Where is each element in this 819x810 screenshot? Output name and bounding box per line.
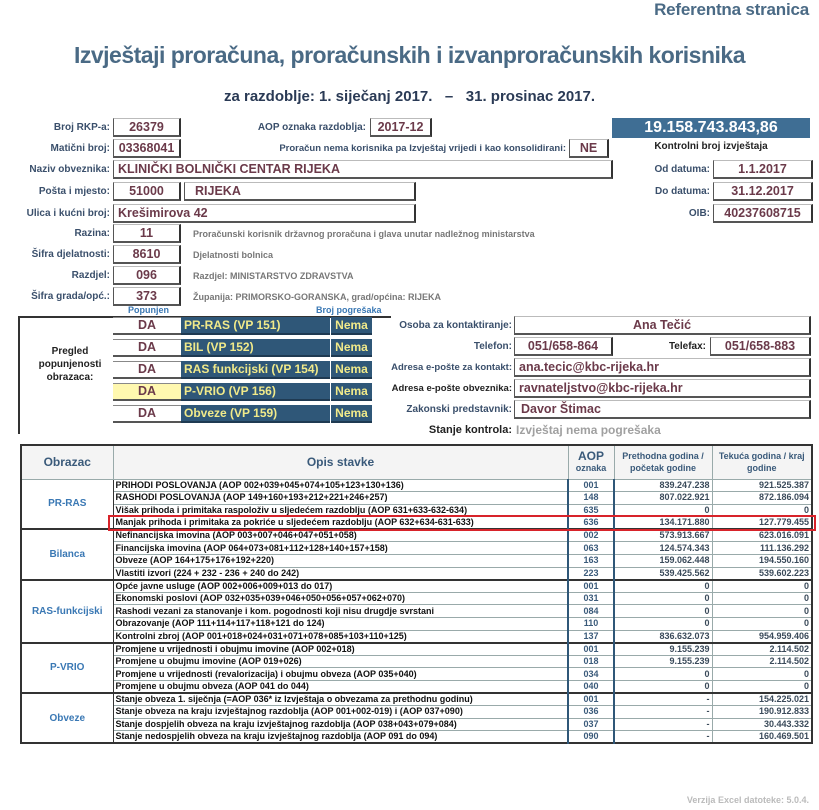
- row-curr-value: 0: [712, 580, 812, 593]
- table-row: [21, 718, 812, 731]
- email-obveznik-label: Adresa e-pošte obveznika:: [391, 383, 512, 394]
- header-aop: [568, 445, 614, 479]
- row-aop-code: 031: [568, 592, 614, 605]
- telefon-field[interactable]: 051/658-864: [514, 337, 613, 356]
- row-aop-code: 163: [568, 555, 614, 568]
- header-aop-sub: oznaka: [575, 463, 607, 474]
- row-prev-value: 9.155.239: [614, 655, 712, 668]
- row-aop-code: 002: [568, 529, 614, 542]
- row-description: Promjene u obujmu imovine (AOP 019+026): [113, 655, 568, 668]
- row-curr-value: 0: [712, 618, 812, 631]
- od-datuma-field[interactable]: 1.1.2017: [713, 160, 813, 179]
- table-row: [21, 681, 812, 694]
- row-description: Stanje obveza 1. siječnja (=AOP 036* iz Izvještaja o obvezama za prethodnu godinu): [113, 693, 568, 706]
- group-name: P-VRIO: [21, 643, 113, 693]
- konsolidirani-label: Proračun nema korisnika pa Izvještaj vrijedi i kao konsolidirani:: [279, 143, 566, 154]
- konsolidirani-field[interactable]: NE: [569, 139, 609, 158]
- naziv-field[interactable]: KLINIČKI BOLNIČKI CENTAR RIJEKA: [113, 160, 613, 179]
- razdjel-field[interactable]: 096: [113, 266, 181, 285]
- row-curr-value: 30.443.332: [712, 718, 812, 731]
- row-prev-value: 839.247.238: [614, 479, 712, 492]
- row-aop-code: 090: [568, 731, 614, 744]
- row-description: Promjene u vrijednosti (revalorizacija) i obujmu obveza (AOP 035+040): [113, 668, 568, 681]
- row-curr-value: 0: [712, 681, 812, 694]
- row-description: Stanje dospjelih obveza na kraju izvještajnog razdoblja (AOP 038+043+079+084): [113, 718, 568, 731]
- posta-label: Pošta i mjesto:: [38, 186, 110, 197]
- row-curr-value: 921.525.387: [712, 479, 812, 492]
- osoba-label: Osoba za kontaktiranje:: [399, 320, 512, 331]
- row-prev-value: -: [614, 718, 712, 731]
- ulica-label: Ulica i kućni broj:: [26, 208, 110, 219]
- djelatnost-description: Djelatnosti bolnica: [193, 250, 274, 260]
- row-aop-code: 001: [568, 580, 614, 593]
- row-aop-code: 034: [568, 668, 614, 681]
- row-description: Promjene u vrijednosti i obujmu imovine (AOP 002+018): [113, 643, 568, 656]
- row-aop-code: 636: [568, 517, 614, 530]
- row-aop-code: 223: [568, 567, 614, 580]
- posta-field[interactable]: 51000: [113, 182, 181, 201]
- row-description: Rashodi vezani za stanovanje i kom. pogodnosti koji nisu drugdje svrstani: [113, 605, 568, 618]
- form-name[interactable]: P-VRIO (VP 156): [181, 383, 330, 401]
- group-name: RAS-funkcijski: [21, 580, 113, 643]
- row-curr-value: 0: [712, 504, 812, 517]
- table-row: [21, 504, 812, 517]
- aop-period-label: AOP oznaka razdoblja:: [257, 122, 366, 133]
- form-error-count: Nema: [331, 317, 372, 335]
- row-curr-value: 0: [712, 592, 812, 605]
- header-prev-year: Prethodna godina / početak godine: [614, 445, 712, 479]
- table-row: [21, 479, 812, 492]
- row-curr-value: 154.225.021: [712, 693, 812, 706]
- report-period: za razdoblje: 1. siječanj 2017. – 31. prosinac 2017.: [223, 88, 596, 105]
- email-kontakt-label: Adresa e-pošte za kontakt:: [391, 362, 512, 373]
- errors-column-header: Broj pogrešaka: [316, 305, 382, 315]
- razdjel-description: Razdjel: MINISTARSTVO ZDRAVSTVA: [193, 271, 354, 281]
- table-row: [21, 693, 812, 706]
- form-filled-status: DA: [113, 405, 181, 423]
- mjesto-field[interactable]: RIJEKA: [184, 182, 416, 201]
- row-aop-code: 040: [568, 681, 614, 694]
- row-aop-code: 137: [568, 630, 614, 643]
- form-name[interactable]: BIL (VP 152): [181, 339, 330, 357]
- telefax-label: Telefax:: [668, 341, 706, 352]
- header-aop-title: AOP: [577, 449, 604, 464]
- row-curr-value: 872.186.094: [712, 492, 812, 505]
- table-row: [21, 618, 812, 631]
- row-curr-value: 127.779.455: [712, 517, 812, 530]
- table-row: [21, 630, 812, 643]
- oib-label: OIB:: [688, 208, 710, 219]
- row-description: Financijska imovina (AOP 064+073+081+112+128+140+157+158): [113, 542, 568, 555]
- row-prev-value: -: [614, 706, 712, 719]
- form-error-count: Nema: [331, 405, 372, 423]
- excel-version: Verzija Excel datoteke: 5.0.4.: [686, 795, 809, 805]
- row-prev-value: 573.913.667: [614, 529, 712, 542]
- table-row: [21, 605, 812, 618]
- oib-field[interactable]: 40237608715: [713, 204, 813, 223]
- row-prev-value: -: [614, 731, 712, 744]
- do-datuma-field[interactable]: 31.12.2017: [713, 182, 813, 201]
- row-curr-value: 539.602.223: [712, 567, 812, 580]
- row-aop-code: 110: [568, 618, 614, 631]
- row-description: RASHODI POSLOVANJA (AOP 149+160+193+212+221+246+257): [113, 492, 568, 505]
- djelatnost-field[interactable]: 8610: [113, 245, 181, 264]
- grad-description: Županija: PRIMORSKO-GORANSKA, grad/općina: RIJEKA: [193, 292, 442, 302]
- table-row: [21, 655, 812, 668]
- row-description: Vlastiti izvori (224 + 232 - 236 + 240 do 242): [113, 567, 568, 580]
- row-curr-value: 190.912.833: [712, 706, 812, 719]
- row-curr-value: 0: [712, 605, 812, 618]
- table-row: [21, 542, 812, 555]
- zakonski-field[interactable]: Davor Štimac: [514, 400, 811, 419]
- razina-label: Razina:: [74, 228, 110, 239]
- page-title: Izvještaji proračuna, proračunskih i izvanproračunskih korisnika: [73, 42, 746, 68]
- row-description: Opće javne usluge (AOP 002+006+009+013 do 017): [113, 580, 568, 593]
- row-aop-code: 001: [568, 643, 614, 656]
- form-filled-status: DA: [113, 339, 181, 357]
- rkp-field[interactable]: 26379: [113, 118, 181, 137]
- row-prev-value: -: [614, 693, 712, 706]
- form-filled-status: DA: [113, 361, 181, 379]
- do-datuma-label: Do datuma:: [655, 186, 710, 197]
- form-error-count: Nema: [331, 339, 372, 357]
- header-curr-year: Tekuća godina / kraj godine: [712, 445, 812, 479]
- row-aop-code: 084: [568, 605, 614, 618]
- form-filled-status: DA: [113, 383, 181, 401]
- row-prev-value: 539.425.562: [614, 567, 712, 580]
- row-curr-value: 2.114.502: [712, 655, 812, 668]
- row-description: Obrazovanje (AOP 111+114+117+118+121 do 124): [113, 618, 568, 631]
- razina-field[interactable]: 11: [113, 224, 181, 243]
- row-prev-value: 0: [614, 504, 712, 517]
- summary-table: [20, 444, 813, 744]
- email-obveznik-field[interactable]: ravnateljstvo@kbc-rijeka.hr: [514, 379, 811, 398]
- naziv-label: Naziv obveznika:: [29, 164, 110, 175]
- row-aop-code: 063: [568, 542, 614, 555]
- row-prev-value: 159.062.448: [614, 555, 712, 568]
- filled-column-header: Popunjen: [128, 305, 169, 315]
- grad-label: Šifra grada/opć.:: [31, 291, 110, 302]
- row-description: Višak prihoda i primitaka raspoloživ u sljedećem razdoblju (AOP 631+633-632-634): [113, 504, 568, 517]
- row-prev-value: 0: [614, 681, 712, 694]
- table-row: [21, 529, 812, 542]
- table-row: [21, 643, 812, 656]
- row-prev-value: 134.171.880: [614, 517, 712, 530]
- header-opis: Opis stavke: [113, 445, 568, 479]
- grad-field[interactable]: 373: [113, 287, 181, 306]
- row-aop-code: 036: [568, 706, 614, 719]
- telefax-field[interactable]: 051/658-883: [710, 337, 811, 356]
- row-prev-value: 0: [614, 592, 712, 605]
- table-row: [21, 668, 812, 681]
- zakonski-label: Zakonski predstavnik:: [406, 404, 512, 415]
- row-aop-code: 037: [568, 718, 614, 731]
- row-curr-value: 194.550.160: [712, 555, 812, 568]
- row-description: Manjak prihoda i primitaka za pokriće u sljedećem razdoblju (AOP 632+634-631-633): [113, 517, 568, 530]
- table-row: [21, 580, 812, 593]
- ulica-field[interactable]: Krešimirova 42: [113, 204, 416, 223]
- row-curr-value: 623.016.091: [712, 529, 812, 542]
- form-name[interactable]: RAS funkcijski (VP 154): [181, 361, 330, 379]
- form-error-count: Nema: [331, 361, 372, 379]
- row-aop-code: 148: [568, 492, 614, 505]
- table-row: [21, 731, 812, 744]
- form-name[interactable]: Obveze (VP 159): [181, 405, 330, 423]
- row-description: Kontrolni zbroj (AOP 001+018+024+031+071+078+085+103+110+125): [113, 630, 568, 643]
- telefon-label: Telefon:: [473, 341, 512, 352]
- row-prev-value: 0: [614, 618, 712, 631]
- row-curr-value: 0: [712, 668, 812, 681]
- row-aop-code: 635: [568, 504, 614, 517]
- aop-period-field[interactable]: 2017-12: [370, 118, 432, 137]
- row-description: Ekonomski poslovi (AOP 032+035+039+046+050+056+057+062+070): [113, 592, 568, 605]
- row-prev-value: 9.155.239: [614, 643, 712, 656]
- row-prev-value: 807.022.921: [614, 492, 712, 505]
- table-header-row: [21, 445, 812, 479]
- table-row: [21, 567, 812, 580]
- row-aop-code: 001: [568, 693, 614, 706]
- table-row: [21, 492, 812, 505]
- razina-description: Proračunski korisnik državnog proračuna i glava unutar nadležnog ministarstva: [193, 229, 535, 239]
- row-curr-value: 111.136.292: [712, 542, 812, 555]
- table-row: [21, 517, 812, 530]
- row-prev-value: 0: [614, 605, 712, 618]
- razdjel-label: Razdjel:: [71, 270, 110, 281]
- rkp-label: Broj RKP-a:: [53, 122, 110, 133]
- row-prev-value: 836.632.073: [614, 630, 712, 643]
- row-aop-code: 018: [568, 655, 614, 668]
- table-row: [21, 592, 812, 605]
- row-description: Promjene u obujmu obveza (AOP 041 do 044): [113, 681, 568, 694]
- maticni-label: Matični broj:: [50, 143, 110, 154]
- osoba-field[interactable]: Ana Tečić: [514, 316, 811, 335]
- reference-page-title: Referentna stranica: [654, 0, 809, 19]
- form-filled-status: DA: [113, 317, 181, 335]
- row-curr-value: 160.469.501: [712, 731, 812, 744]
- row-description: Obveze (AOP 164+175+176+192+220): [113, 555, 568, 568]
- row-curr-value: 954.959.406: [712, 630, 812, 643]
- table-row: [21, 555, 812, 568]
- group-name: Bilanca: [21, 529, 113, 579]
- row-description: Stanje obveza na kraju izvještajnog razdoblja (AOP 001+002-019) i (AOP 037+090): [113, 706, 568, 719]
- stanje-kontrola-value: Izvještaj nema pogrešaka: [516, 423, 661, 437]
- row-aop-code: 001: [568, 479, 614, 492]
- email-kontakt-field[interactable]: ana.tecic@kbc-rijeka.hr: [514, 358, 811, 377]
- row-description: PRIHODI POSLOVANJA (AOP 002+039+045+074+105+123+130+136): [113, 479, 568, 492]
- table-row: [21, 706, 812, 719]
- row-prev-value: 0: [614, 580, 712, 593]
- control-number-label: Kontrolni broj izvještaja: [654, 141, 768, 152]
- form-error-count: Nema: [331, 383, 372, 401]
- row-prev-value: 0: [614, 668, 712, 681]
- row-prev-value: 124.574.343: [614, 542, 712, 555]
- row-description: Stanje nedospjelih obveza na kraju izvještajnog razdoblja (AOP 091 do 094): [113, 731, 568, 744]
- group-name: Obveze: [21, 693, 113, 743]
- maticni-field[interactable]: 03368041: [113, 139, 181, 158]
- control-number: 19.158.743.843,86: [612, 118, 810, 138]
- od-datuma-label: Od datuma:: [654, 164, 710, 175]
- forms-overview-label: Pregled popunjenosti obrazaca:: [38, 346, 102, 383]
- row-curr-value: 2.114.502: [712, 643, 812, 656]
- form-name[interactable]: PR-RAS (VP 151): [181, 317, 330, 335]
- stanje-kontrola-label: Stanje kontrola:: [428, 424, 512, 436]
- row-description: Nefinancijska imovina (AOP 003+007+046+047+051+058): [113, 529, 568, 542]
- djelatnost-label: Šifra djelatnosti:: [31, 249, 110, 260]
- header-obrazac: Obrazac: [21, 445, 113, 479]
- group-name: PR-RAS: [21, 479, 113, 529]
